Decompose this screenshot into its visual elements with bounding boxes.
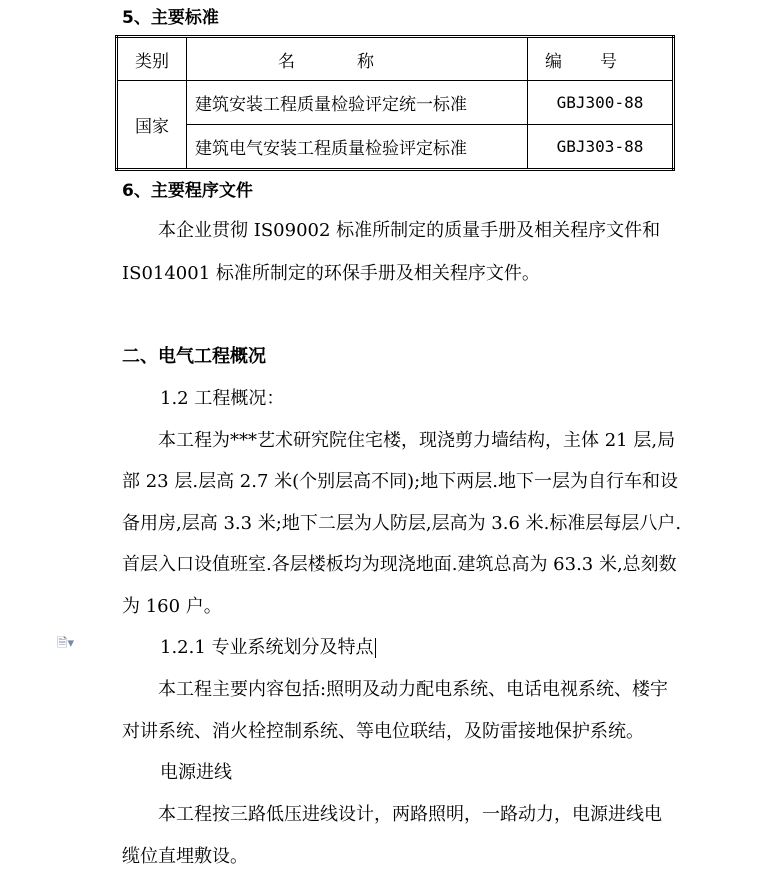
section-6-title: 6、主要程序文件 xyxy=(122,181,253,201)
paragraph-marker-icon[interactable]: 🗎▾ xyxy=(57,636,74,651)
paragraph-line: 对讲系统、消火栓控制系统、等电位联结，及防雷接地保护系统。 xyxy=(122,721,644,742)
subsection-1-2-1-title xyxy=(160,633,376,659)
table-row xyxy=(117,81,674,125)
paragraph-line: 本工程按三路低压进线设计，两路照明，一路动力，电源进线电 xyxy=(158,804,662,825)
paragraph-line: 本企业贯彻 IS09002 标准所制定的质量手册及相关程序文件和 xyxy=(158,220,661,241)
power-supply-title: 电源进线 xyxy=(160,762,232,783)
table-header-row xyxy=(117,37,674,81)
standard-code-cell: GBJ300-88 xyxy=(528,81,674,125)
section-2-title: 二、电气工程概况 xyxy=(122,346,266,367)
paragraph-line: 部 23 层.层高 2.7 米(个别层高不同);地下两层.地下一层为自行车和设 xyxy=(122,471,678,492)
paragraph-line: 缆位直埋敷设。 xyxy=(122,846,248,867)
text-cursor xyxy=(375,638,376,658)
paragraph-line: 为 160 户。 xyxy=(122,596,222,617)
header-code xyxy=(528,37,674,81)
paragraph-line: IS014001 标准所制定的环保手册及相关程序文件。 xyxy=(122,263,540,284)
paragraph-line: 首层入口设值班室.各层楼板均为现浇地面.建筑总高为 63.3 米,总刻数 xyxy=(122,554,677,575)
paragraph-line: 本工程为***艺术研究院住宅楼，现浇剪力墙结构，主体 21 层,局 xyxy=(158,430,676,451)
standard-name-cell: 建筑电气安装工程质量检验评定标准 xyxy=(187,125,528,170)
standard-name-cell: 建筑安装工程质量检验评定统一标准 xyxy=(187,81,528,125)
table-row xyxy=(117,125,674,170)
paragraph-line: 本工程主要内容包括:照明及动力配电系统、电话电视系统、楼宇 xyxy=(158,679,669,700)
standards-table xyxy=(115,35,675,171)
header-name xyxy=(187,37,528,81)
header-category: 类别 xyxy=(117,37,187,81)
category-cell: 国家 xyxy=(117,81,187,170)
header-code-text: 编号 xyxy=(545,51,655,72)
standard-code-cell: GBJ303-88 xyxy=(528,125,674,170)
section-5-title: 5、主要标准 xyxy=(122,8,219,28)
header-name-text: 名称 xyxy=(278,51,436,72)
paragraph-line: 备用房,层高 3.3 米;地下二层为人防层,层高为 3.6 米.标准层每层八户. xyxy=(122,513,682,534)
subsection-1-2-title: 1.2 工程概况： xyxy=(160,388,285,409)
subsection-1-2-1-text: 1.2.1 专业系统划分及特点 xyxy=(160,637,374,658)
